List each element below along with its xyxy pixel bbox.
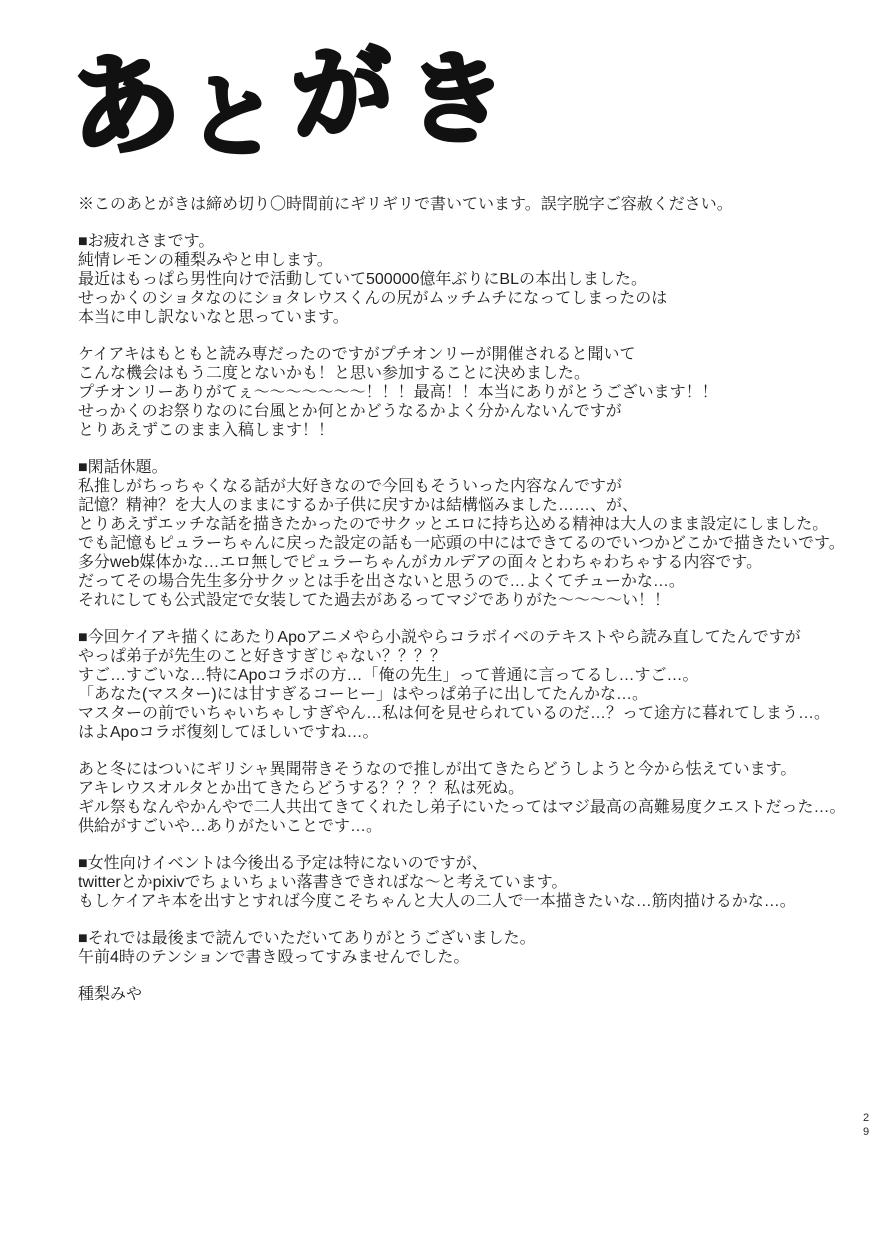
signature-block (78, 985, 884, 1004)
author-signature: 種梨みや (78, 986, 143, 1003)
text-line: それにしても公式設定で女装してた過去があるってマジでありがた〜〜〜〜い！！ (78, 592, 671, 609)
text-line: ■お疲れさまです。 (78, 233, 215, 250)
afterword-body (78, 195, 884, 1022)
text-line: マスターの前でいちゃいちゃしすぎやん…私は何を見せられているのだ…？って途方に暮れてしまう…。 (78, 705, 831, 722)
text-line: 私推しがちっちゃくなる話が大好きなので今回もそういった内容なんですが (78, 478, 623, 495)
text-line: すご…すごいな…特にApoコラボの方…「俺の先生」って普通に言ってるし…すご…。 (78, 667, 699, 684)
text-line: 多分web媒体かな…エロ無しでピュラーちゃんがカルデアの面々とわちゃわちゃする内容です。 (78, 554, 763, 571)
text-line: だってその場合先生多分サクッとは手を出さないと思うので…よくてチューかな…。 (78, 573, 685, 590)
text-line: 本当に申し訳ないなと思っています。 (78, 309, 349, 326)
text-line: 午前4時のテンションで書き殴ってすみませんでした。 (78, 949, 470, 966)
text-line: もしケイアキ本を出すとすれば今度こそちゃんと大人の二人で一本描きたいな…筋肉描けるかな…。 (78, 893, 796, 910)
text-line: ※このあとがきは締め切り〇時間前にギリギリで書いています。誤字脱字ご容赦ください。 (78, 196, 733, 213)
text-line: ケイアキはもともと読み専だったのですがプチオンリーが開催されると聞いて (78, 346, 636, 363)
text-line: やっぱ弟子が先生のこと好きすぎじゃない？？？？ (78, 648, 447, 665)
paragraph-winter (78, 760, 884, 836)
text-line: twitterとかpixivでちょいちょい落書きできればな〜と考えています。 (78, 874, 568, 891)
text-line: こんな機会はもう二度とないかも！と思い参加することに決めました。 (78, 365, 591, 382)
text-line: 純情レモンの種梨みやと申します。 (78, 252, 333, 269)
text-line: ■女性向けイベントは今後出る予定は特にないのですが、 (78, 855, 488, 872)
text-line: とりあえずこのまま入稿します！！ (78, 422, 335, 439)
paragraph-future (78, 854, 884, 911)
page-title: あとがき (61, 32, 509, 175)
text-line: 最近はもっぱら男性向けで活動していて500000億年ぶりにBLの本出しました。 (78, 271, 647, 288)
text-line: ■それでは最後まで読んでいただいてありがとうございました。 (78, 930, 536, 947)
page-number: 29 (860, 1112, 872, 1140)
paragraph-apo (78, 628, 884, 742)
text-line: 記憶？精神？を大人のままにするか子供に戻すかは結構悩みました……、が、 (78, 497, 639, 514)
paragraph-greeting (78, 232, 884, 327)
text-line: ■閑話休題。 (78, 459, 168, 476)
text-line: プチオンリーありがてぇ〜〜〜〜〜〜〜！！！最高！！本当にありがとうございます！！ (78, 384, 718, 401)
text-line: アキレウスオルタとか出てきたらどうする？？？？私は死ぬ。 (78, 780, 525, 797)
text-line: 供給がすごいや…ありがたいことです…。 (78, 818, 383, 835)
text-line: せっかくのお祭りなのに台風とか何とかどうなるかよく分かんないんですが (78, 403, 622, 420)
paragraph-event (78, 345, 884, 440)
text-line: あと冬にはついにギリシャ異聞帯きそうなので推しが出てきたらどうしようと今から怯えています。 (78, 761, 797, 778)
text-line: せっかくのショタなのにショタレウスくんの尻がムッチムチになってしまったのは (78, 290, 668, 307)
text-line: ギル祭もなんやかんやで二人共出てきてくれたし弟子にいたってはマジ最高の高難易度クエストだった…。 (78, 799, 846, 816)
text-line: はよApoコラボ復刻してほしいですね…。 (78, 724, 379, 741)
paragraph-digression (78, 458, 884, 610)
text-line: ■今回ケイアキ描くにあたりApoアニメやら小説やらコラボイベのテキストやら読み直してたんですが (78, 629, 801, 646)
paragraph-closing (78, 929, 884, 967)
text-line: でも記憶もピュラーちゃんに戻った設定の話も一応頭の中にはできてるのでいつかどこかで描きたいです。 (78, 535, 845, 552)
text-line: 「あなた(マスター)には甘すぎるコーヒー」はやっぱ弟子に出してたんかな…。 (78, 686, 649, 703)
paragraph-note (78, 195, 884, 214)
text-line: とりあえずエッチな話を描きたかったのでサクッとエロに持ち込める精神は大人のまま設定にしました。 (78, 516, 829, 533)
